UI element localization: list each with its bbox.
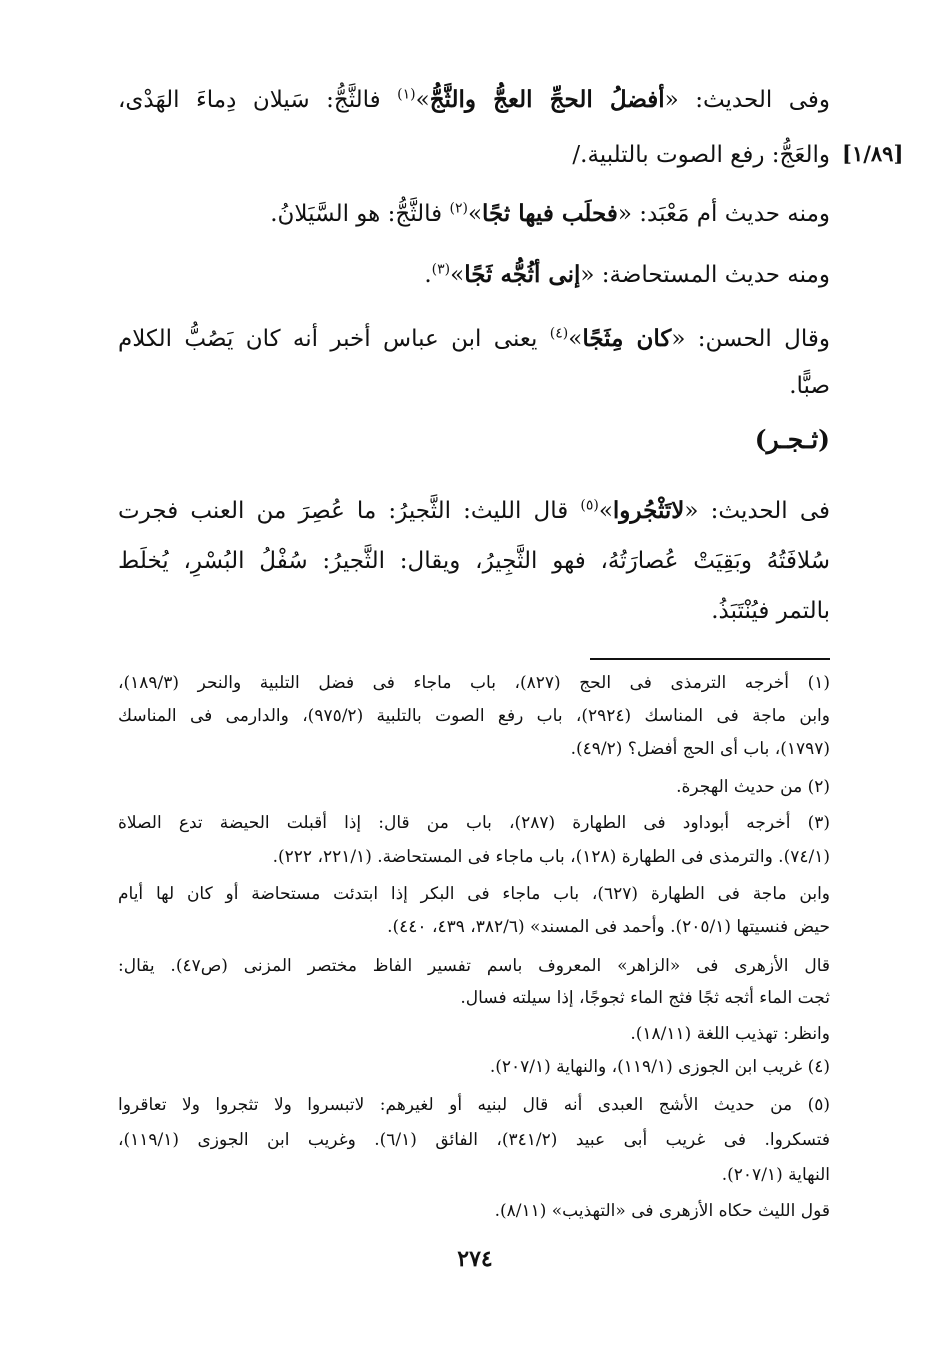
hadith-quote: فحلَب فيها ثجًا (482, 200, 618, 227)
footnote-line: وابن ماجة فى المناسك (٢٩٢٤)، باب رفع الصوت بالتلبية (٩٧٥/٢)، والدارمى فى المناسك (118, 706, 830, 726)
margin-page-reference: [١/٨٩] (842, 141, 904, 166)
main-line-3 (118, 188, 830, 240)
main-line-1 (118, 74, 830, 126)
hadith-quote: إنى أثُجُّه ثَجًا (464, 261, 581, 288)
footnote-marker: (٤) (549, 325, 569, 342)
footnote-line: ثجت الماء أثجه ثجًا فثج الماء ثجوجًا، إذا سيلته فسال. (460, 988, 830, 1008)
footnote-line: وانظر: تهذيب اللغة (١٨/١١). (630, 1024, 830, 1044)
footnote-line: قال الأزهرى فى «الزاهر» المعروف باسم تفسير الفاظ مختصر المزنى (ص٤٧). يقال: (118, 956, 830, 976)
text-run: وقال الحسن: « (671, 326, 830, 352)
footnote-line: (٤) غريب ابن الجوزى (١١٩/١)، والنهاية (٢٠٧/١). (489, 1057, 830, 1077)
footnote-line: (١٧٩٧)، باب أى الحج أفضل؟ (٤٩/٢). (570, 739, 830, 759)
main-line-5 (118, 313, 830, 365)
text-run: بالتمر فيُنْتَبَذُ. (711, 598, 830, 624)
footnote-line: (٧٤/١). والترمذى فى الطهارة (١٢٨)، باب ماجاء فى المستحاضة. (٢٢١/١، ٢٢٢). (272, 847, 830, 867)
text-run: . (424, 262, 432, 288)
text-run: » (467, 201, 483, 227)
text-run: صبًّا. (789, 373, 830, 399)
text-run: فالثَّجُّ: هو السَّيَلانُ. (270, 201, 450, 227)
footnote-line: قول الليث حكاه الأزهرى فى «التهذيب» (٨/١١). (494, 1201, 830, 1221)
text-run: وفى الحديث: « (664, 87, 830, 113)
text-run: » (450, 262, 465, 288)
main2-line-3 (118, 585, 830, 637)
text-run: ومنه حديث أم مَعْبَد: « (617, 201, 830, 227)
text-run: سُلافَتُهُ وبَقِيَتْ عُصارَتُهُ، فهو الثَّجِيرُ، ويقال: الثَّجيرُ: سُفْلُ البُسْرِ، يُخلَط (118, 548, 830, 574)
text-run: » (598, 498, 613, 524)
footnote-marker: (٣) (431, 261, 451, 278)
main-line-4 (118, 249, 830, 301)
footnote-marker: (٥) (580, 497, 599, 514)
main2-line-2 (118, 535, 830, 587)
text-run: » (568, 326, 583, 352)
hadith-quote: كان مِثَجًا (582, 325, 672, 352)
footnote-marker: (١) (397, 86, 416, 103)
footnote-line: (٥) من حديث الأشج العبدى أنه قال لبنيه أو لغيرهم: لاتبسروا ولا تثجروا ولا تعاقروا (118, 1095, 830, 1115)
page-number: ٢٧٤ (457, 1246, 493, 1272)
main-line-6 (118, 360, 830, 412)
text-run: والعَجُّ: رفع الصوت بالتلبية./ (572, 142, 830, 168)
footnote-marker: (٢) (449, 200, 468, 217)
footnote-line: فتسكروا. فى غريب أبى عبيد (٣٤١/٢)، الفائق (٦/١). وغريب ابن الجوزى (١١٩/١)، (118, 1130, 831, 1150)
hadith-quote: لاتَثْجُروا (612, 497, 685, 524)
hadith-quote: أفضلُ الحجِّ العجُّ والثَّجُّ (429, 86, 665, 113)
footnote-line: النهاية (٢٠٧/١). (721, 1165, 830, 1185)
text-run: قال الليث: الثَّجيرُ: ما عُصِرَ من العنب فجرت (118, 498, 581, 524)
text-run: ومنه حديث المستحاضة: « (580, 262, 830, 288)
footnote-line: (١) أخرجه الترمذى فى الحج (٨٢٧)، باب ماجاء فى فضل التلبية والنحر (١٨٩/٣)، (118, 673, 830, 693)
footnote-line: حيض فنسيتها (٢٠٥/١). وأحمد فى المسند» (٣٨٢/٦، ٤٣٩، ٤٤٠). (387, 917, 830, 937)
text-run: » (415, 87, 430, 113)
text-run: فالثَّجُّ: سَيلان دِماءَ الهَدْى، (118, 87, 398, 113)
footnote-line: (٢) من حديث الهجرة. (676, 777, 830, 797)
text-run: فى الحديث: « (684, 498, 830, 524)
text-run: يعنى ابن عباس أخبر أنه كان يَصُبُّ الكلام (118, 326, 550, 352)
main-line-2 (118, 129, 830, 181)
footnote-line: (٣) أخرجه أبوداود فى الطهارة (٢٨٧)، باب من قال: إذا أقبلت الحيضة تدع الصلاة (118, 813, 831, 833)
section-heading: (ثـجـر) (754, 425, 830, 454)
footnote-line: وابن ماجة فى الطهارة (٦٢٧)، باب ماجاء فى البكر إذا ابتدئت مستحاضة أو كان لها أيام (118, 884, 831, 904)
main2-line-1 (118, 485, 830, 537)
footnote-separator (590, 658, 830, 660)
